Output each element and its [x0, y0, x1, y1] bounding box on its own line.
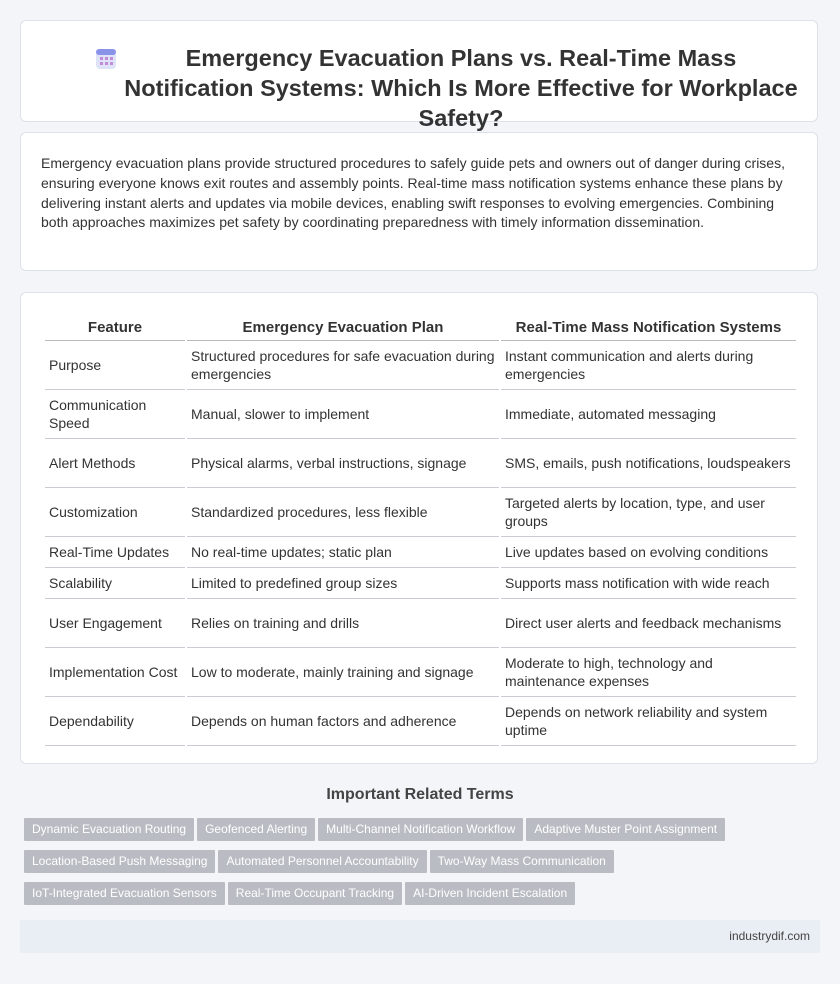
table-cell: No real-time updates; static plan — [187, 537, 499, 568]
table-cell: Dependability — [45, 697, 185, 746]
related-term-tag[interactable]: Location-Based Push Messaging — [24, 850, 215, 873]
related-terms-list — [24, 818, 804, 914]
table-cell: Targeted alerts by location, type, and user groups — [501, 488, 796, 537]
related-term-tag[interactable]: Multi-Channel Notification Workflow — [318, 818, 523, 841]
table-cell: Purpose — [45, 341, 185, 390]
table-cell: Depends on human factors and adherence — [187, 697, 499, 746]
table-cell: Depends on network reliability and system uptime — [501, 697, 796, 746]
intro-card — [20, 132, 818, 271]
table-cell: Physical alarms, verbal instructions, signage — [187, 439, 499, 488]
table-row — [45, 341, 796, 390]
related-term-tag[interactable]: Adaptive Muster Point Assignment — [526, 818, 725, 841]
related-terms-title: Important Related Terms — [326, 786, 514, 803]
related-term-tag[interactable]: Dynamic Evacuation Routing — [24, 818, 194, 841]
table-cell: Standardized procedures, less flexible — [187, 488, 499, 537]
table-cell: Customization — [45, 488, 185, 537]
table-cell: SMS, emails, push notifications, loudspeakers — [501, 439, 796, 488]
title-card — [20, 20, 818, 131]
table-row — [45, 697, 796, 746]
table-cell: Structured procedures for safe evacuation during emergencies — [187, 341, 499, 390]
related-term-tag[interactable]: Two-Way Mass Communication — [430, 850, 614, 873]
table-cell: Direct user alerts and feedback mechanisms — [501, 599, 796, 648]
table-cell: Instant communication and alerts during emergencies — [501, 341, 796, 390]
related-term-tag[interactable]: Automated Personnel Accountability — [218, 850, 426, 873]
page-title: Emergency Evacuation Plans vs. Real-Time Mass Notification Systems: Which Is More Effective for Workplace Safety? — [124, 45, 798, 131]
table-cell: Low to moderate, mainly training and signage — [187, 648, 499, 697]
table-row — [45, 390, 796, 439]
column-header: Emergency Evacuation Plan — [187, 315, 499, 341]
table-cell: Supports mass notification with wide reach — [501, 568, 796, 599]
table-row — [45, 439, 796, 488]
comparison-table-card — [20, 292, 818, 764]
column-header: Real-Time Mass Notification Systems — [501, 315, 796, 341]
table-cell: Alert Methods — [45, 439, 185, 488]
table-row — [45, 537, 796, 568]
table-cell: Moderate to high, technology and maintenance expenses — [501, 648, 796, 697]
table-cell: User Engagement — [45, 599, 185, 648]
table-cell: Live updates based on evolving conditions — [501, 537, 796, 568]
table-cell: Limited to predefined group sizes — [187, 568, 499, 599]
footer — [20, 920, 820, 953]
column-header: Feature — [45, 315, 185, 341]
related-term-tag[interactable]: AI-Driven Incident Escalation — [405, 882, 575, 905]
intro-text: Emergency evacuation plans provide structured procedures to safely guide pets and owners out of danger during crises, ensuring everyone knows exit routes and assembly points. Real-time mass notification systems enhance these plans by delivering instant alerts and updates via mobile devices, enabling swift responses to evolving emergencies. Combining both approaches maximizes pet safety by coordinating preparedness with timely information dissemination. — [41, 155, 785, 231]
table-cell: Immediate, automated messaging — [501, 390, 796, 439]
table-cell: Real-Time Updates — [45, 537, 185, 568]
table-cell: Relies on training and drills — [187, 599, 499, 648]
comparison-table — [43, 315, 798, 746]
table-row — [45, 599, 796, 648]
footer-site[interactable]: industrydif.com — [729, 929, 810, 943]
related-term-tag[interactable]: Real-Time Occupant Tracking — [228, 882, 402, 905]
table-header-row — [45, 315, 796, 341]
table-cell: Implementation Cost — [45, 648, 185, 697]
table-cell: Communication Speed — [45, 390, 185, 439]
related-term-tag[interactable]: IoT-Integrated Evacuation Sensors — [24, 882, 225, 905]
table-row — [45, 488, 796, 537]
table-cell: Scalability — [45, 568, 185, 599]
table-cell: Manual, slower to implement — [187, 390, 499, 439]
document-grid-icon — [95, 48, 117, 70]
related-term-tag[interactable]: Geofenced Alerting — [197, 818, 315, 841]
table-row — [45, 568, 796, 599]
table-row — [45, 648, 796, 697]
